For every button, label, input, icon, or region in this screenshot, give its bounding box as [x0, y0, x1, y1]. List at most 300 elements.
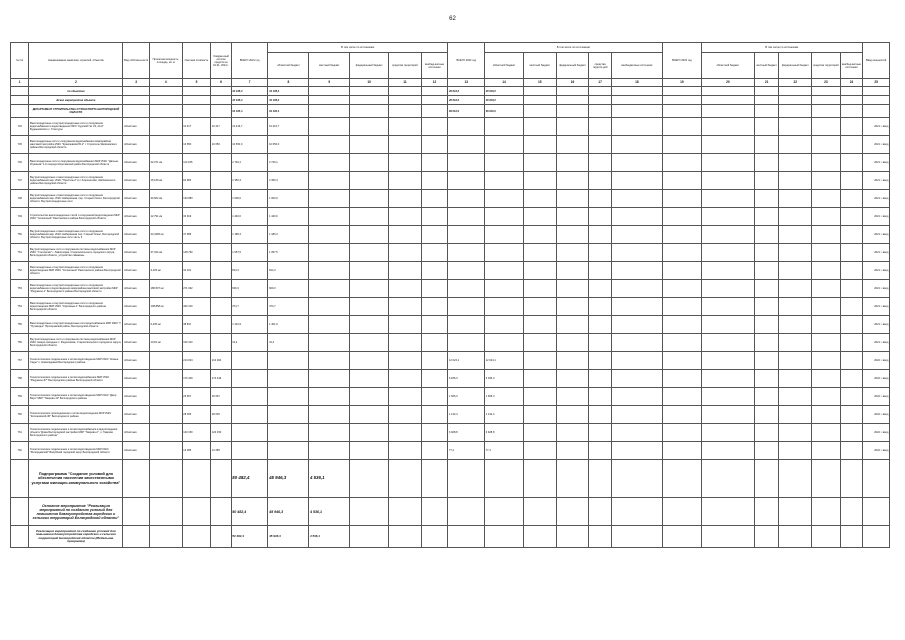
empty-cell [812, 316, 841, 334]
empty-cell [863, 460, 890, 498]
empty-cell [556, 406, 589, 424]
empty-cell [754, 298, 779, 316]
summary-label: Всего мероприятия объекта [29, 96, 123, 105]
empty-cell [182, 498, 211, 526]
regional-2022: 12 024,1 [485, 352, 524, 370]
row-number: 750 [11, 226, 29, 244]
empty-cell [611, 352, 662, 370]
total-2022 [448, 226, 485, 244]
empty-cell [589, 190, 611, 208]
empty-cell [779, 136, 812, 154]
empty-cell [840, 208, 863, 226]
empty-cell [421, 136, 448, 154]
column-number: 24 [840, 79, 863, 87]
commission-year: 2022 г. ввод [863, 442, 890, 460]
col-header-extra-23: внебюд-жетные источники [840, 53, 863, 79]
empty-cell [589, 352, 611, 370]
summary-total-2022: 28 616,0 [448, 96, 485, 105]
empty-cell [523, 298, 556, 316]
department-regional-2022: 28 616,0 [485, 105, 524, 118]
column-number: 16 [556, 79, 589, 87]
regional-2021: 10 650,0 [268, 136, 309, 154]
total-2021: 1 401,9 [231, 316, 268, 334]
estimate-cost: 10 650 [182, 136, 211, 154]
empty-cell [589, 424, 611, 442]
col-header-no: № п/п [11, 43, 29, 79]
estimate-cost: 37 989 [182, 226, 211, 244]
empty-cell [701, 334, 754, 352]
empty-cell [523, 424, 556, 442]
empty-cell [662, 442, 701, 460]
empty-cell [701, 406, 754, 424]
empty-cell [779, 388, 812, 406]
remaining-funds: 10 417 [211, 118, 231, 136]
total-2021: 1 000,0 [231, 190, 268, 208]
empty-cell [812, 244, 841, 262]
row-number: 746 [11, 154, 29, 172]
col-header-local-22: местный бюджет [523, 53, 556, 79]
regional-2021: 1 000,0 [268, 190, 309, 208]
empty-cell [812, 406, 841, 424]
object-name: Строительство внеплощадочных сетей и сооружений водоотведения МКР ИЖС "Солнечный" Ракитянского района Белгородской области [29, 208, 123, 226]
subtotal-row [11, 460, 890, 498]
ownership-type: областная [123, 370, 150, 388]
empty-cell [350, 154, 389, 172]
department-regional-2021: 34 195,4 [268, 105, 309, 118]
estimate-cost: 10 417 [182, 118, 211, 136]
column-number: 22 [779, 79, 812, 87]
ownership-type: областная [123, 262, 150, 280]
empty-cell [350, 118, 389, 136]
empty-cell [309, 280, 350, 298]
subtotal-regional-2021: 45 946,3 [268, 526, 309, 548]
subtotal-total-2021: 50 482,4 [231, 526, 268, 548]
empty-cell [662, 208, 701, 226]
empty-cell [662, 334, 701, 352]
ownership-type: областная [123, 172, 150, 190]
ownership-type: областная [123, 316, 150, 334]
col-header-local: местный бюджет [309, 53, 350, 79]
column-number: 9 [309, 79, 350, 87]
empty-cell [523, 316, 556, 334]
capacity: 12,791 км [149, 208, 182, 226]
row-number: 762 [11, 442, 29, 460]
empty-cell [812, 526, 841, 548]
empty-cell [840, 424, 863, 442]
col-header-name: Наименование заказчика, отраслей, объектов [29, 43, 123, 79]
remaining-funds [211, 298, 231, 316]
total-2022 [448, 280, 485, 298]
empty-cell [662, 298, 701, 316]
empty-cell [840, 406, 863, 424]
remaining-funds [211, 190, 231, 208]
row-number: 752 [11, 262, 29, 280]
empty-cell [523, 244, 556, 262]
empty-cell [421, 190, 448, 208]
empty-cell [421, 154, 448, 172]
empty-cell [389, 370, 422, 388]
empty-cell [421, 280, 448, 298]
empty-cell [611, 208, 662, 226]
empty-cell [350, 262, 389, 280]
estimate-cost: 130 883 [182, 190, 211, 208]
empty-cell [556, 460, 589, 498]
empty-cell [123, 498, 150, 526]
empty-cell [421, 388, 448, 406]
empty-cell [662, 460, 701, 498]
object-name: Технологическое подключение к сетям водоотведения МКР ИЖС "Репирцевский" Валуйский городской округ Белгородской области [29, 442, 123, 460]
capacity: 23,4295 км [149, 226, 182, 244]
empty-cell [754, 172, 779, 190]
object-name: Внеплощадочные и внутриплощадочные сети и сооружения водоснабжения и водоотведения ИЖС "Курский Гат 24, 24-й" Буденновского с. Глинтуры [29, 118, 123, 136]
empty-cell [309, 190, 350, 208]
col-header-extra-22: внебюджетные источники [611, 53, 662, 79]
empty-cell [840, 370, 863, 388]
remaining-funds: 214 004 [211, 352, 231, 370]
regional-2022 [485, 172, 524, 190]
ownership-type: областная [123, 244, 150, 262]
empty-cell [182, 526, 211, 548]
remaining-funds: 174 449 [211, 370, 231, 388]
empty-cell [589, 526, 611, 548]
empty-cell [662, 352, 701, 370]
department-label: ДЕПАРТАМЕНТ СТРОИТЕЛЬСТВА И ТРАНСПОРТА БЕЛГОРОДСКОЙ ОБЛАСТИ [29, 105, 123, 118]
commission-year: 2021 г. ввод [863, 190, 890, 208]
subtotal-label: Подпрограмма "Создание условий для обеспечения населения качественными услугами жилищно-коммунального хозяйства" [29, 460, 123, 498]
col-header-total-2023: ВСЕГО 2023 год [662, 43, 701, 79]
object-name: Внутриплощадочные и внеплощадочные сети и сооружения водоснабжения мкр. ИЖС Набережная, пер. Старый Оскол, Белгородской области, Внутриплощадочные сети [29, 190, 123, 208]
empty-cell [779, 190, 812, 208]
empty-cell [611, 172, 662, 190]
empty-cell [589, 280, 611, 298]
total-2022: 6 186,3 [448, 370, 485, 388]
empty-cell [211, 498, 231, 526]
empty-cell [840, 388, 863, 406]
total-2022 [448, 154, 485, 172]
empty-cell [662, 498, 701, 526]
total-2021: 31,4 [231, 334, 268, 352]
empty-cell [701, 298, 754, 316]
empty-cell [840, 226, 863, 244]
empty-cell [611, 262, 662, 280]
commission-year: 2021 г. ввод [863, 118, 890, 136]
empty-cell [556, 190, 589, 208]
object-name: Внеплощадочные сети и сооружения водоснабжения МКР ИЖС "Дальне-Игуменка" 1-й очереди Корочанский район Белгородской области [29, 154, 123, 172]
empty-cell [211, 460, 231, 498]
total-2021 [231, 352, 268, 370]
empty-cell [662, 172, 701, 190]
estimate-cost: 148 790 [182, 244, 211, 262]
empty-cell [389, 298, 422, 316]
empty-cell [556, 262, 589, 280]
empty-cell [840, 280, 863, 298]
empty-cell [863, 526, 890, 548]
regional-2022 [485, 154, 524, 172]
subtotal-total-2021: 50 482,4 [231, 460, 268, 498]
empty-cell [840, 352, 863, 370]
empty-cell [589, 334, 611, 352]
subtotal-body [11, 460, 890, 548]
empty-cell [11, 460, 29, 498]
main-table [10, 42, 890, 548]
empty-cell [611, 526, 662, 548]
empty-cell [309, 262, 350, 280]
table-row [11, 244, 890, 262]
row-number: 748 [11, 190, 29, 208]
table-row [11, 262, 890, 280]
summary-regional-2022: 28 616,0 [485, 87, 524, 96]
col-header-territory-22: средства террито-рий [589, 53, 611, 79]
empty-cell [389, 460, 422, 498]
commission-year: 2021 г. ввод [863, 154, 890, 172]
empty-cell [611, 244, 662, 262]
empty-cell [754, 424, 779, 442]
regional-2022 [485, 244, 524, 262]
table-row [11, 406, 890, 424]
subtotal-row [11, 526, 890, 548]
empty-cell [589, 118, 611, 136]
empty-cell [754, 118, 779, 136]
empty-cell [779, 406, 812, 424]
object-name: Технологическое подключение к сетям водоснабжения в водоотведения объекта "Дома Белгородской застройки МКР "Таврово-2", п. Таврово Белгородского района" [29, 424, 123, 442]
empty-cell [589, 442, 611, 460]
subtotal-row [11, 498, 890, 526]
summary-label: по объектам [29, 87, 123, 96]
summary-regional-2021: 34 195,4 [268, 87, 309, 96]
empty-cell [350, 460, 389, 498]
row-number: 745 [11, 136, 29, 154]
empty-cell [662, 280, 701, 298]
empty-cell [149, 498, 182, 526]
empty-cell [350, 172, 389, 190]
empty-cell [309, 334, 350, 352]
column-number: 7 [231, 79, 268, 87]
empty-cell [779, 352, 812, 370]
col-header-commission: Ввод мощностей [863, 43, 890, 79]
empty-cell [523, 370, 556, 388]
empty-cell [421, 244, 448, 262]
regional-2021 [268, 370, 309, 388]
capacity [149, 388, 182, 406]
summary-row-measures [11, 96, 890, 105]
row-number: 757 [11, 352, 29, 370]
regional-2021: 1 440,0 [268, 208, 309, 226]
empty-cell [389, 316, 422, 334]
table-row [11, 208, 890, 226]
empty-cell [421, 226, 448, 244]
regional-2021: 2 749,1 [268, 154, 309, 172]
investment-program-table [10, 42, 890, 548]
remaining-funds: 13 285 [211, 442, 231, 460]
empty-cell [754, 442, 779, 460]
regional-2021 [268, 424, 309, 442]
empty-cell [523, 526, 556, 548]
empty-cell [485, 460, 524, 498]
col-header-total-2022: ВСЕГО 2022 год [448, 43, 485, 79]
empty-cell [701, 316, 754, 334]
empty-cell [421, 172, 448, 190]
empty-cell [523, 226, 556, 244]
remaining-funds: 26 667 [211, 388, 231, 406]
commission-year: 2022 г. ввод [863, 424, 890, 442]
total-2021: 10 650,0 [231, 136, 268, 154]
object-name: Внутриплощадочные и внеплощадочные сети и сооружения водоснабжения мкр. ИЖС "Престиж-2" в п.Хорошилово, Шебекинского района Белгородской области [29, 172, 123, 190]
summary-regional-2021: 34 195,4 [268, 96, 309, 105]
empty-cell [309, 442, 350, 460]
empty-cell [309, 298, 350, 316]
empty-cell [812, 118, 841, 136]
empty-cell [350, 526, 389, 548]
empty-cell [589, 208, 611, 226]
empty-cell [701, 190, 754, 208]
empty-cell [309, 208, 350, 226]
estimate-cost: 33 919 [182, 208, 211, 226]
regional-2021: 2 350,3 [268, 172, 309, 190]
empty-cell [779, 334, 812, 352]
empty-cell [589, 262, 611, 280]
empty-cell [812, 262, 841, 280]
row-number: 758 [11, 370, 29, 388]
empty-cell [611, 190, 662, 208]
empty-cell [448, 460, 485, 498]
regional-2022 [485, 298, 524, 316]
capacity [149, 352, 182, 370]
column-number: 13 [448, 79, 485, 87]
ownership-type: областная [123, 298, 150, 316]
empty-cell [589, 154, 611, 172]
col-header-capacity: Проектная мощность, площадь, кв. м [149, 43, 182, 79]
capacity [149, 136, 182, 154]
ownership-type: областная [123, 424, 150, 442]
ownership-type: областная [123, 442, 150, 460]
empty-cell [421, 526, 448, 548]
empty-cell [812, 442, 841, 460]
empty-cell [701, 424, 754, 442]
empty-cell [589, 298, 611, 316]
empty-cell [556, 208, 589, 226]
object-name: Технологическое подключение к сетям водоотведения МКР ИЖС "Новые Сады" п. Новосадовый Белгородского района [29, 352, 123, 370]
empty-cell [589, 498, 611, 526]
empty-cell [589, 172, 611, 190]
col-header-total-2021: ВСЕГО 2021 год [231, 43, 268, 79]
column-number: 19 [662, 79, 701, 87]
regional-2022 [485, 190, 524, 208]
empty-cell [754, 226, 779, 244]
empty-cell [701, 208, 754, 226]
column-number: 23 [812, 79, 841, 87]
regional-2021: 374,7 [268, 298, 309, 316]
empty-cell [863, 498, 890, 526]
table-row [11, 226, 890, 244]
empty-cell [754, 388, 779, 406]
empty-cell [421, 460, 448, 498]
group-header-2023: В том числе по источникам: [701, 43, 862, 53]
ownership-type: областная [123, 154, 150, 172]
empty-cell [840, 244, 863, 262]
empty-cell [779, 262, 812, 280]
empty-cell [840, 316, 863, 334]
empty-cell [840, 154, 863, 172]
empty-cell [812, 424, 841, 442]
col-header-territory-23: средства территорий [812, 53, 841, 79]
total-2022 [448, 298, 485, 316]
empty-cell [611, 280, 662, 298]
row-number: 754 [11, 298, 29, 316]
empty-cell [840, 136, 863, 154]
empty-cell [309, 316, 350, 334]
empty-cell [421, 316, 448, 334]
empty-cell [611, 406, 662, 424]
total-2022 [448, 316, 485, 334]
group-header-2021: В том числе по источникам: [268, 43, 448, 53]
capacity [149, 370, 182, 388]
empty-cell [421, 370, 448, 388]
object-name: Технологическое подключение к сетям водоснабжения МКР ИЖС "Радужное-67" Белгородского района Белгородской области [29, 370, 123, 388]
col-header-territory: средства территорий [389, 53, 422, 79]
empty-cell [421, 334, 448, 352]
regional-2021 [268, 352, 309, 370]
total-2021: 1 186,3 [231, 226, 268, 244]
capacity: 186,507 км [149, 280, 182, 298]
empty-cell [662, 118, 701, 136]
table-row [11, 316, 890, 334]
empty-cell [309, 118, 350, 136]
regional-2022 [485, 136, 524, 154]
empty-cell [350, 334, 389, 352]
remaining-funds: 10 650 [211, 136, 231, 154]
column-number: 21 [754, 79, 779, 87]
total-2022 [448, 244, 485, 262]
empty-cell [421, 208, 448, 226]
regional-2022 [485, 226, 524, 244]
row-number: 760 [11, 406, 29, 424]
empty-cell [523, 118, 556, 136]
empty-cell [556, 280, 589, 298]
empty-cell [556, 172, 589, 190]
empty-cell [350, 352, 389, 370]
column-number: 25 [863, 79, 890, 87]
empty-cell [389, 208, 422, 226]
remaining-funds [211, 172, 231, 190]
empty-cell [701, 118, 754, 136]
ownership-type: областная [123, 352, 150, 370]
empty-cell [662, 388, 701, 406]
empty-cell [523, 136, 556, 154]
empty-cell [701, 460, 754, 498]
summary-total-2022: 28 616,0 [448, 87, 485, 96]
empty-cell [389, 334, 422, 352]
empty-cell [421, 406, 448, 424]
empty-cell [523, 334, 556, 352]
col-header-regional-23: областной бюджет [701, 53, 754, 79]
empty-cell [350, 244, 389, 262]
empty-cell [389, 498, 422, 526]
empty-cell [779, 424, 812, 442]
empty-cell [350, 406, 389, 424]
empty-cell [754, 406, 779, 424]
column-number: 8 [268, 79, 309, 87]
object-name: Внутриплощадочные сети и сооружения системы водоснабжения МКР ИЖС "Степлючки" г. Лавлиловка, Старооскольского городского округа, Белгородской области, устройство скважины [29, 244, 123, 262]
total-2022: 12 024,1 [448, 352, 485, 370]
row-number: 749 [11, 208, 29, 226]
empty-cell [701, 498, 754, 526]
empty-cell [840, 334, 863, 352]
estimate-cost: 103 410 [182, 334, 211, 352]
total-2022 [448, 136, 485, 154]
empty-cell [182, 460, 211, 498]
empty-cell [523, 406, 556, 424]
column-number: 14 [485, 79, 524, 87]
